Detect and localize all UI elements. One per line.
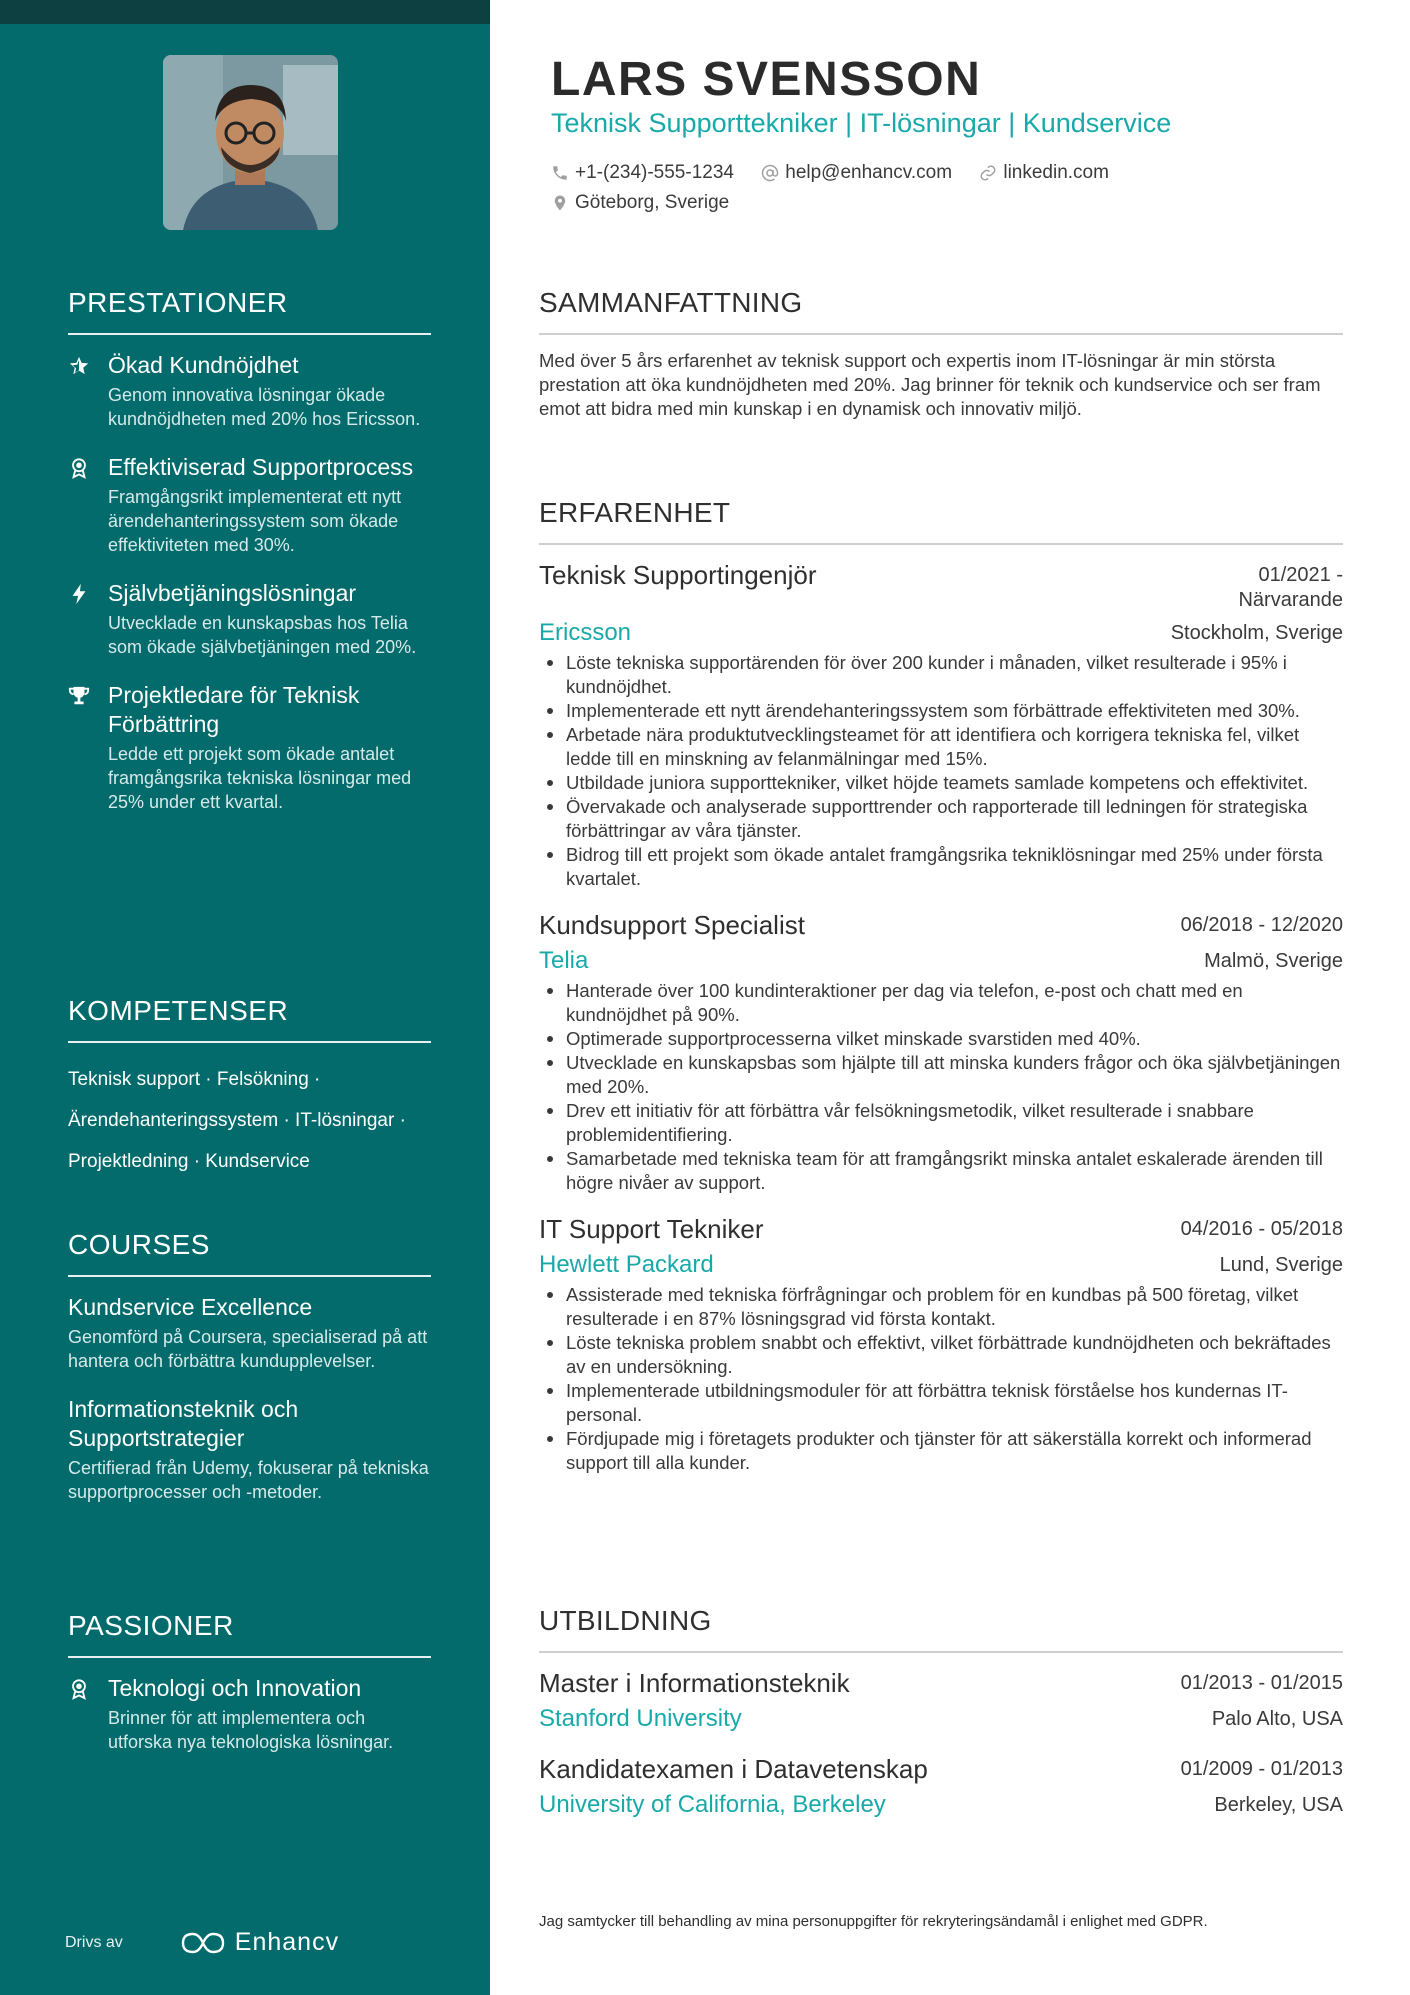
job-bullet: Assisterade med tekniska förfrågningar och problem för en kundbas på 500 företag, vilket resulterade i en 87% lösningsgrad vid första kontakt. <box>539 1283 1343 1331</box>
achievements-title: PRESTATIONER <box>68 287 431 335</box>
job-bullets <box>539 979 1343 1195</box>
job-entry <box>539 559 1343 891</box>
education-title: UTBILDNING <box>539 1605 1343 1653</box>
degree: Kandidatexamen i Datavetenskap <box>539 1754 928 1784</box>
company-name: Ericsson <box>539 619 632 646</box>
course-item <box>68 1293 431 1373</box>
passion-title: Teknologi och Innovation <box>108 1675 362 1701</box>
job-bullet: Hanterade över 100 kundinteraktioner per dag via telefon, e-post och chatt med en kundnöjdhet på 90%. <box>539 979 1343 1027</box>
school-location: Palo Alto, USA <box>1211 1707 1343 1730</box>
email-text: help@enhancv.com <box>785 162 953 183</box>
job-bullet: Utbildade juniora supporttekniker, vilket höjde teamets samlade kompetens och effektivitet. <box>539 771 1343 795</box>
linkedin-contact[interactable] <box>979 158 1109 188</box>
school-location: Berkeley, USA <box>1214 1793 1343 1816</box>
location-contact <box>551 188 729 218</box>
job-bullet: Optimerade supportprocesserna vilket minskade svarstiden med 40%. <box>539 1027 1343 1051</box>
passion-desc: Brinner för att implementera och utforska nya teknologiska lösningar. <box>108 1708 394 1752</box>
courses-section <box>68 1229 431 1526</box>
summary-text: Med över 5 års erfarenhet av teknisk support och expertis inom IT-lösningar är min största prestation att öka kundnöjdheten med 20%. Jag brinner för teknik och kundservice och ser fram emot att bidra med min kunskap i en dynamisk och innovativ miljö. <box>539 350 1321 419</box>
job-bullet: Fördjupade mig i företagets produkter och tjänster för att säkerställa korrekt och informerad support till alla kunder. <box>539 1427 1343 1475</box>
gdpr-consent: Jag samtycker till behandling av mina personuppgifter för rekryteringsändamål i enlighet med GDPR. <box>539 1913 1208 1930</box>
skills-line: Projektledning · Kundservice <box>68 1151 310 1172</box>
job-title: Kundsupport Specialist <box>539 910 805 940</box>
job-entry <box>539 909 1343 1195</box>
education-section <box>539 1605 1343 1839</box>
lightning-icon <box>68 579 108 659</box>
achievement-item <box>68 681 431 814</box>
course-desc: Certifierad från Udemy, fokuserar på tekniska supportprocesser och -metoder. <box>68 1458 429 1502</box>
passions-section <box>68 1610 431 1776</box>
job-bullets <box>539 651 1343 891</box>
experience-title: ERFARENHET <box>539 497 1343 545</box>
enhancv-logo[interactable] <box>181 1928 339 1957</box>
location-pin-icon <box>551 194 569 212</box>
achievement-desc: Framgångsrikt implementerat ett nytt ärendehanteringssystem som ökade effektiviteten med 30%. <box>108 487 402 555</box>
course-title: Informationsteknik och Supportstrategier <box>68 1396 299 1451</box>
job-bullet: Samarbetade med tekniska team för att framgångsrikt minska antalet eskalerade ärenden till högre nivåer av support. <box>539 1147 1343 1195</box>
candidate-name: LARS SVENSSON <box>551 53 982 106</box>
enhancv-logo-icon <box>181 1930 225 1956</box>
education-entry <box>539 1753 1343 1819</box>
link-icon <box>979 164 997 182</box>
at-icon <box>761 164 779 182</box>
achievement-title: Projektledare för Teknisk Förbättring <box>108 682 360 737</box>
skills-title: KOMPETENSER <box>68 995 431 1043</box>
job-location: Lund, Sverige <box>1219 1253 1343 1276</box>
summary-title: SAMMANFATTNING <box>539 287 1343 335</box>
job-bullet: Arbetade nära produktutvecklingsteamet för att identifiera och korrigera tekniska fel, vilket ledde till en minskning av felanmälningar med 15%. <box>539 723 1343 771</box>
job-bullet: Utvecklade en kunskapsbas som hjälpte till att minska kunders frågor och öka självbetjäningen med 20%. <box>539 1051 1343 1099</box>
job-date: 06/2018 - 12/2020 <box>1180 914 1343 936</box>
passion-item <box>68 1674 431 1754</box>
job-location: Stockholm, Sverige <box>1170 621 1343 644</box>
linkedin-text: linkedin.com <box>1003 162 1109 183</box>
courses-title: COURSES <box>68 1229 431 1277</box>
job-title: Teknisk Supportingenjör <box>539 560 817 590</box>
phone-text: +1-(234)-555-1234 <box>575 162 734 183</box>
course-item <box>68 1395 431 1504</box>
achievement-item <box>68 579 431 659</box>
job-bullet: Implementerade ett nytt ärendehanteringssystem som förbättrade effektiviteten med 30%. <box>539 699 1343 723</box>
job-bullet: Implementerade utbildningsmoduler för att förbättra teknisk förståelse hos kundernas IT-personal. <box>539 1379 1343 1427</box>
sidebar-top-bar <box>0 0 490 24</box>
job-date: 01/2021 - Närvarande <box>1238 564 1343 611</box>
powered-by <box>65 1928 339 1957</box>
job-bullet: Löste tekniska supportärenden för över 200 kunder i månaden, vilket resulterade i 95% i kundnöjdhet. <box>539 651 1343 699</box>
achievement-item <box>68 453 431 557</box>
job-entry <box>539 1213 1343 1475</box>
education-entry <box>539 1667 1343 1733</box>
summary-section <box>539 287 1343 421</box>
skills-line: Ärendehanteringssystem · IT-lösningar · <box>68 1110 406 1131</box>
award-icon <box>68 453 108 557</box>
company-name: Hewlett Packard <box>539 1251 714 1278</box>
job-bullet: Drev ett initiativ för att förbättra vår felsökningsmetodik, vilket resulterade i snabbare problemidentifiering. <box>539 1099 1343 1147</box>
job-bullet: Övervakade och analyserade supporttrender och rapporterade till ledningen för strategiska förbättringar av våra tjänster. <box>539 795 1343 843</box>
job-title: IT Support Tekniker <box>539 1214 764 1244</box>
achievement-title: Självbetjäningslösningar <box>108 580 357 606</box>
profile-photo-image <box>163 55 338 230</box>
star-icon <box>68 351 108 431</box>
contact-info <box>551 158 1311 218</box>
achievement-desc: Genom innovativa lösningar ökade kundnöjdheten med 20% hos Ericsson. <box>108 385 421 429</box>
achievement-desc: Ledde ett projekt som ökade antalet framgångsrika tekniska lösningar med 25% under ett kvartal. <box>108 744 412 812</box>
award-icon <box>68 1674 108 1754</box>
passions-title: PASSIONER <box>68 1610 431 1658</box>
job-bullets <box>539 1283 1343 1475</box>
skills-list <box>68 1059 431 1182</box>
job-date: 04/2016 - 05/2018 <box>1180 1218 1343 1240</box>
course-title: Kundservice Excellence <box>68 1294 313 1320</box>
skills-line: Teknisk support · Felsökning · <box>68 1069 321 1090</box>
achievement-title: Ökad Kundnöjdhet <box>108 352 299 378</box>
job-location: Malmö, Sverige <box>1204 949 1343 972</box>
education-date: 01/2013 - 01/2015 <box>1180 1672 1343 1694</box>
sidebar <box>0 0 490 1995</box>
education-date: 01/2009 - 01/2013 <box>1180 1758 1343 1780</box>
trophy-icon <box>68 681 108 814</box>
phone-icon <box>551 164 569 182</box>
job-bullet: Bidrog till ett projekt som ökade antalet framgångsrika tekniklösningar med 25% under första kvartalet. <box>539 843 1343 891</box>
enhancv-logo-text: Enhancv <box>234 1928 340 1956</box>
achievement-desc: Utvecklade en kunskapsbas hos Telia som ökade självbetjäningen med 20%. <box>108 613 417 657</box>
skills-section <box>68 995 431 1182</box>
phone-contact[interactable] <box>551 158 734 188</box>
profile-photo <box>163 55 338 230</box>
job-bullet: Löste tekniska problem snabbt och effektivt, vilket förbättrade kundnöjdheten och bekräftades av en undersökning. <box>539 1331 1343 1379</box>
company-name: Telia <box>539 947 589 974</box>
course-desc: Genomförd på Coursera, specialiserad på att hantera och förbättra kundupplevelser. <box>68 1327 428 1371</box>
achievement-item <box>68 351 431 431</box>
degree: Master i Informationsteknik <box>539 1668 850 1698</box>
school-name: University of California, Berkeley <box>539 1791 886 1818</box>
achievement-title: Effektiviserad Supportprocess <box>108 454 414 480</box>
email-contact[interactable] <box>761 158 952 188</box>
experience-section <box>539 497 1343 1493</box>
candidate-subtitle: Teknisk Supporttekniker | IT-lösningar | Kundservice <box>551 108 1172 138</box>
achievements-section <box>68 287 431 836</box>
school-name: Stanford University <box>539 1705 742 1732</box>
location-text: Göteborg, Sverige <box>575 192 730 213</box>
powered-by-label: Drivs av <box>65 1933 123 1951</box>
